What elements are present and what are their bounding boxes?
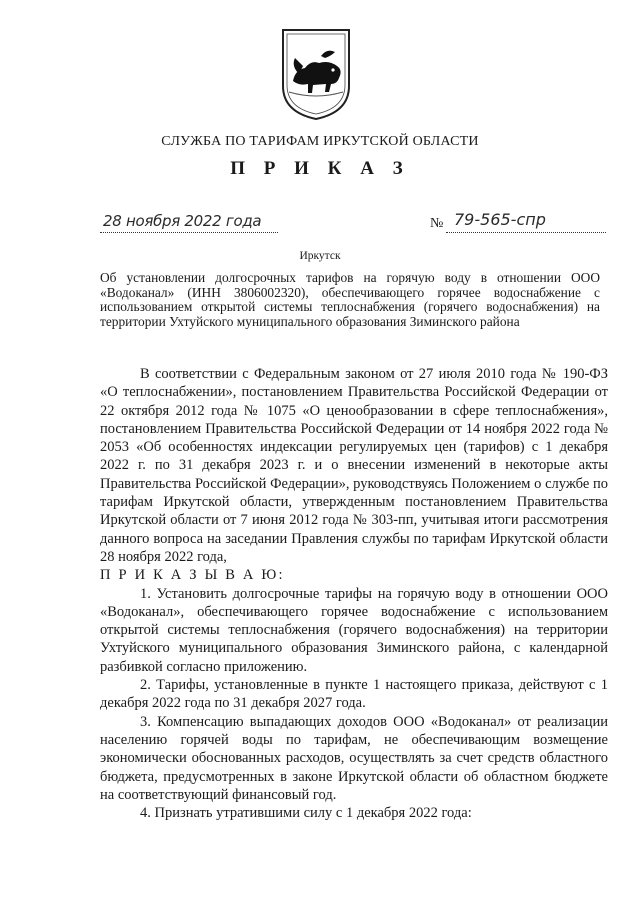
order-body xyxy=(100,365,608,822)
order-item-2: 2. Тарифы, установленные в пункте 1 настоящего приказа, действуют с 1 декабря 2022 года по 31 декабря 2027 года. xyxy=(100,677,608,712)
document-type-title: П Р И К А З xyxy=(230,158,410,179)
decree-heading: П Р И К А З Ы В А Ю: xyxy=(100,567,285,584)
number-sign: № xyxy=(430,216,444,231)
order-item-1: 1. Установить долгосрочные тарифы на горячую воду в отношении ООО «Водоканал», обеспечивающего горячее водоснабжение с использованием открытой системы теплоснабжения (горячего водоснабжения) на территории Ухтуйского муниципального образования Зиминского района, с календарной разбивкой согласно приложению. xyxy=(100,585,608,675)
order-subject: Об установлении долгосрочных тарифов на горячую воду в отношении ООО «Водоканал» (ИНН 3806002320), обеспечивающего горячее водоснабжение с использованием открытой системы теплоснабжения (горячего водоснабжения) на территории Ухтуйского муниципального образования Зиминского района xyxy=(100,270,600,329)
issuing-agency: СЛУЖБА ПО ТАРИФАМ ИРКУТСКОЙ ОБЛАСТИ xyxy=(161,134,479,149)
handwritten-date: 28 ноября 2022 года xyxy=(103,212,262,230)
coat-of-arms-icon xyxy=(279,26,353,122)
city-name: Иркутск xyxy=(299,250,341,262)
number-underline xyxy=(446,232,606,233)
date-underline xyxy=(100,232,278,233)
handwritten-order-number: 79-565-спр xyxy=(454,210,546,229)
order-item-3: 3. Компенсацию выпадающих доходов ООО «Водоканал» от реализации населению горячей воды по тарифам, не обеспечивающим возмещение экономически обоснованных расходов, осуществлять за счет средств областного бюджета, предусмотренных в законе Иркутской области об областном бюджете на соответствующий финансовый год. xyxy=(100,713,608,803)
order-item-4: 4. Признать утратившими силу с 1 декабря 2022 года: xyxy=(140,805,472,822)
preamble-paragraph: В соответствии с Федеральным законом от 27 июля 2010 года № 190-ФЗ «О теплоснабжении», постановлением Правительства Российской Федерации от 22 октября 2012 года № 1075 «О ценообразовании в сфере теплоснабжения», постановлением Правительства Российской Федерации от 14 ноября 2022 года № 2053 «Об особенностях индексации регулируемых цен (тарифов) с 1 декабря 2022 г. по 31 декабря 2023 г. и о внесении изменений в некоторые акты Правительства Российской Федерации», руководствуясь Положением о службе по тарифам Иркутской области, утвержденным постановлением Правительства Иркутской области от 7 июня 2012 года № 303-пп, учитывая итоги рассмотрения данного вопроса на заседании Правления службы по тарифам Иркутской области 28 ноября 2022 года, xyxy=(100,366,608,565)
